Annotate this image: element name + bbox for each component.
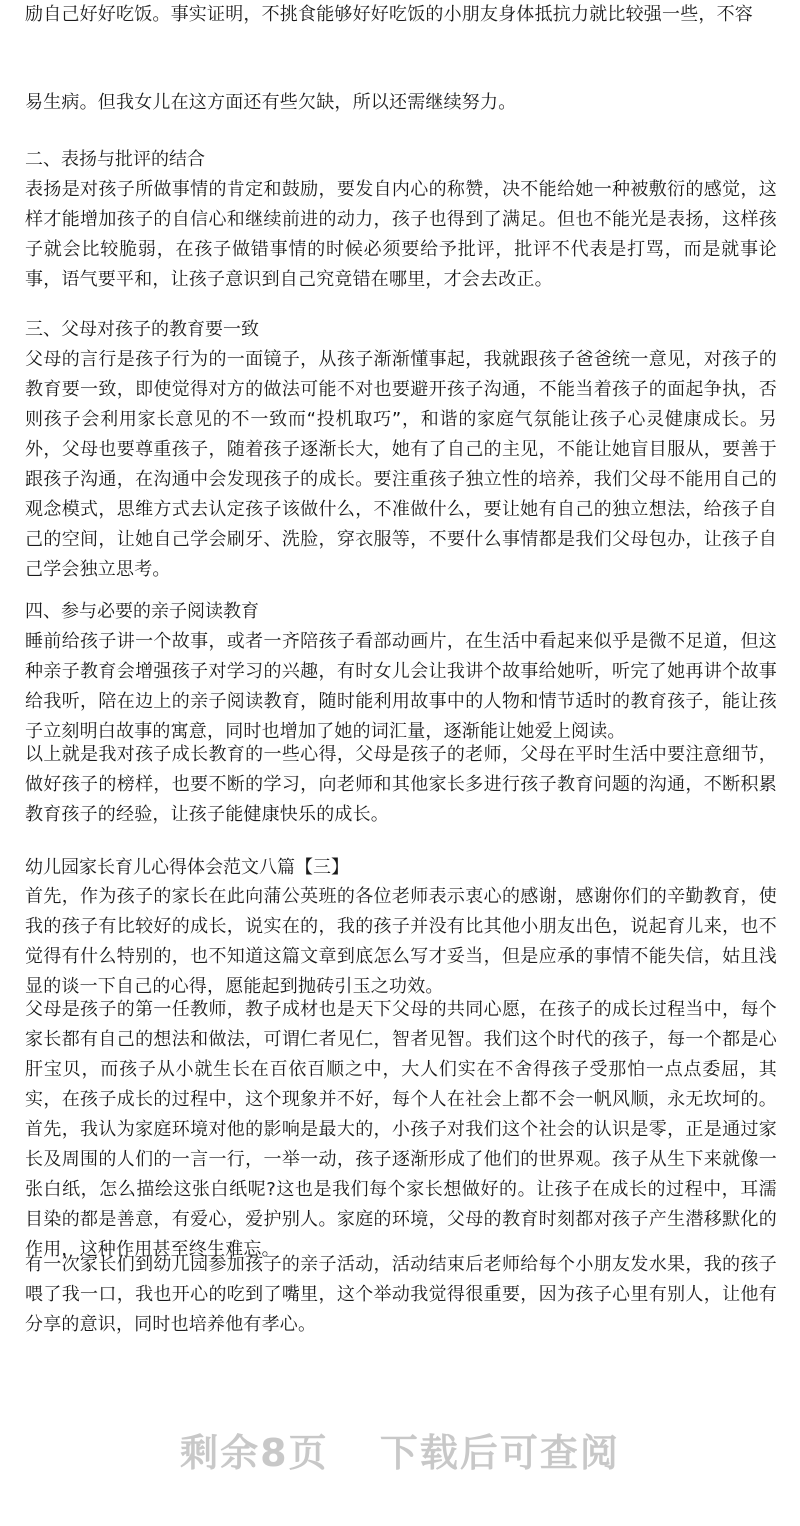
download-banner[interactable]	[0, 1422, 800, 1477]
section-4-paragraph-1: 睡前给孩子讲一个故事，或者一齐陪孩子看部动画片，在生活中看起来似乎是微不足道，但这种亲子教育会增强孩子对学习的兴趣，有时女儿会让我讲个故事给她听，听完了她再讲个故事给我听，陪在边上的亲子阅读教育，随时能利用故事中的人物和情节适时的教育孩子，能让孩子立刻明白故事的寓意，同时也增加了她的词汇量，逐渐能让她爱上阅读。	[25, 631, 777, 742]
continuation-paragraph: 易生病。但我女儿在这方面还有些欠缺，所以还需继续努力。	[25, 92, 517, 113]
section-heading-4: 四、参与必要的亲子阅读教育	[25, 601, 259, 622]
top-fragment-text: 励自己好好吃饭。事实证明，不挑食能够好好吃饭的小朋友身体抵抗力就比较强一些，不容	[25, 4, 753, 25]
top-fragment	[25, 0, 777, 42]
section-heading-2: 二、表扬与批评的结合	[25, 149, 205, 170]
article-3-paragraph-3: 有一次家长们到幼儿园参加孩子的亲子活动，活动结束后老师给每个小朋友发水果，我的孩子喂了我一口，我也开心的吃到了嘴里，这个举动我觉得很重要，因为孩子心里有别人，让他有分享的意识，同时也培养他有孝心。	[25, 1254, 777, 1335]
article-3-paragraph-2: 父母是孩子的第一任教师，教子成材也是天下父母的共同心愿，在孩子的成长过程当中，每个家长都有自己的想法和做法，可谓仁者见仁，智者见智。我们这个时代的孩子，每一个都是心肝宝贝，而孩子从小就生长在百依百顺之中，大人们实在不舍得孩子受那怕一点点委屈，其实，在孩子成长的过程中，这个现象并不好，每个人在社会上都不会一帆风顺，永无坎坷的。首先，我认为家庭环境对他的影响是最大的，小孩子对我们这个社会的认识是零，正是通过家长及周围的人们的一言一行，一举一动，孩子逐渐形成了他们的世界观。孩子从生下来就像一张白纸，怎么描绘这张白纸呢?这也是我们每个家长想做好的。让孩子在成长的过程中，耳濡目染的都是善意，有爱心，爱护别人。家庭的环境，父母的教育时刻都对孩子产生潜移默化的作用，这种作用甚至终生难忘。	[25, 999, 777, 1260]
article-heading-3: 幼儿园家长育儿心得体会范文八篇【三】	[25, 857, 349, 878]
section-3-paragraph-1: 父母的言行是孩子行为的一面镜子，从孩子渐渐懂事起，我就跟孩子爸爸统一意见，对孩子的教育要一致，即使觉得对方的做法可能不对也要避开孩子沟通，不能当着孩子的面起争执，否则孩子会利用家长意见的不一致而“投机取巧”，和谐的家庭气氛能让孩子心灵健康成长。另外，父母也要尊重孩子，随着孩子逐渐长大，她有了自己的主见，不能让她盲目服从，要善于跟孩子沟通，在沟通中会发现孩子的成长。要注重孩子独立性的培养，我们父母不能用自己的观念模式，思维方式去认定孩子该做什么，不准做什么，要让她有自己的独立想法，给孩子自己的空间，让她自己学会刷牙、洗脸，穿衣服等，不要什么事情都是我们父母包办，让孩子自己学会独立思考。	[25, 349, 777, 580]
section-2-paragraph-1: 表扬是对孩子所做事情的肯定和鼓励，要发自内心的称赞，决不能给她一种被敷衍的感觉，这样才能增加孩子的自信心和继续前进的动力，孩子也得到了满足。但也不能光是表扬，这样孩子就会比较脆弱，在孩子做错事情的时候必须要给予批评，批评不代表是打骂，而是就事论事，语气要平和，让孩子意识到自己究竟错在哪里，才会去改正。	[25, 179, 777, 290]
article-3-paragraph-1: 首先，作为孩子的家长在此向蒲公英班的各位老师表示衷心的感谢，感谢你们的辛勤教育，使我的孩子有比较好的成长，说实在的，我的孩子并没有比其他小朋友出色，说起育儿来，也不觉得有什么特别的，也不知道这篇文章到底怎么写才妥当，但是应承的事情不能失信，姑且浅显的谈一下自己的心得，愿能起到抛砖引玉之功效。	[25, 886, 777, 997]
download-to-read-label[interactable]: 下载后可查阅	[379, 1431, 620, 1475]
section-4-paragraph-2: 以上就是我对孩子成长教育的一些心得，父母是孩子的老师，父母在平时生活中要注意细节，做好孩子的榜样，也要不断的学习，向老师和其他家长多进行孩子教育问题的沟通，不断积累教育孩子的经验，让孩子能健康快乐的成长。	[25, 744, 777, 825]
section-heading-3: 三、父母对孩子的教育要一致	[25, 319, 259, 340]
remaining-pages-label: 剩余8页	[180, 1431, 329, 1475]
